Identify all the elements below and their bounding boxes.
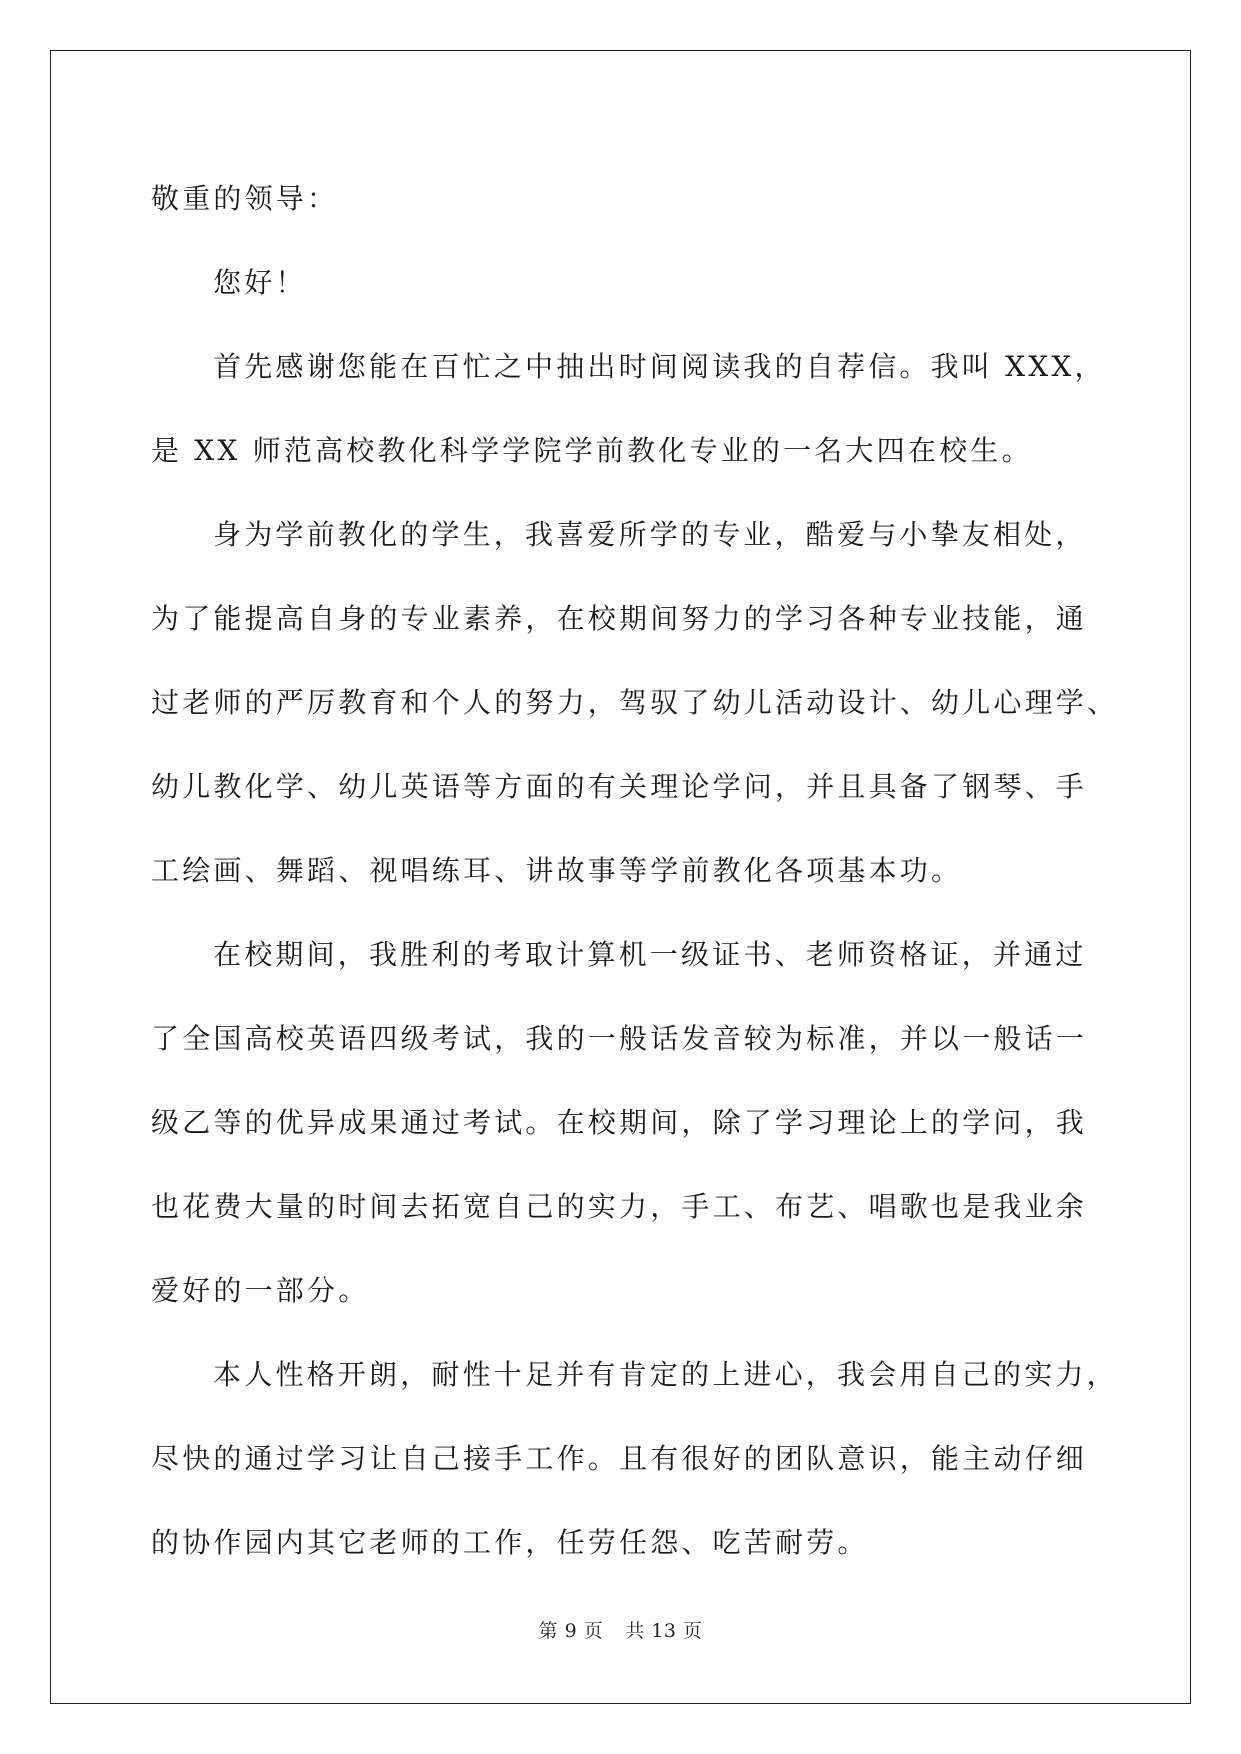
paragraph-line: 也花费大量的时间去拓宽自己的实力，手工、布艺、唱歌也是我业余 [151,1190,1088,1223]
page-footer [0,1616,1241,1643]
page-number-current: 第 9 页 [538,1620,604,1642]
paragraph-line: 在校期间，我胜利的考取计算机一级证书、老师资格证，并通过 [213,938,1087,971]
letter-salutation: 您好！ [213,266,307,299]
paragraph-line: 级乙等的优异成果通过考试。在校期间，除了学习理论上的学问，我 [151,1106,1088,1139]
paragraph-line: 爱好的一部分。 [151,1274,370,1307]
paragraph-line: 是 XX 师范高校教化科学学院学前教化专业的一名大四在校生。 [151,434,1033,467]
paragraph-line: 首先感谢您能在百忙之中抽出时间阅读我的自荐信。我叫 XXX， [213,350,1106,383]
paragraph-line: 尽快的通过学习让自己接手工作。且有很好的团队意识，能主动仔细 [151,1442,1088,1475]
paragraph-line: 工绘画、舞蹈、视唱练耳、讲故事等学前教化各项基本功。 [151,854,963,887]
letter-greeting: 敬重的领导： [151,182,339,215]
paragraph-line: 幼儿教化学、幼儿英语等方面的有关理论学问，并且具备了钢琴、手 [151,770,1088,803]
paragraph-line: 的协作园内其它老师的工作，任劳任怨、吃苦耐劳。 [151,1526,869,1559]
paragraph-line: 本人性格开朗，耐性十足并有肯定的上进心，我会用自己的实力， [213,1358,1118,1391]
paragraph-line: 为了能提高自身的专业素养，在校期间努力的学习各种专业技能，通 [151,602,1088,635]
paragraph-line: 过老师的严厉教育和个人的努力，驾驭了幼儿活动设计、幼儿心理学、 [151,686,1119,719]
paragraph-line: 身为学前教化的学生，我喜爱所学的专业，酷爱与小挚友相处， [213,518,1087,551]
paragraph-line: 了全国高校英语四级考试，我的一般话发音较为标准，并以一般话一 [151,1022,1088,1055]
page-number-total: 共 13 页 [625,1620,703,1642]
letter-body [151,157,1119,1585]
